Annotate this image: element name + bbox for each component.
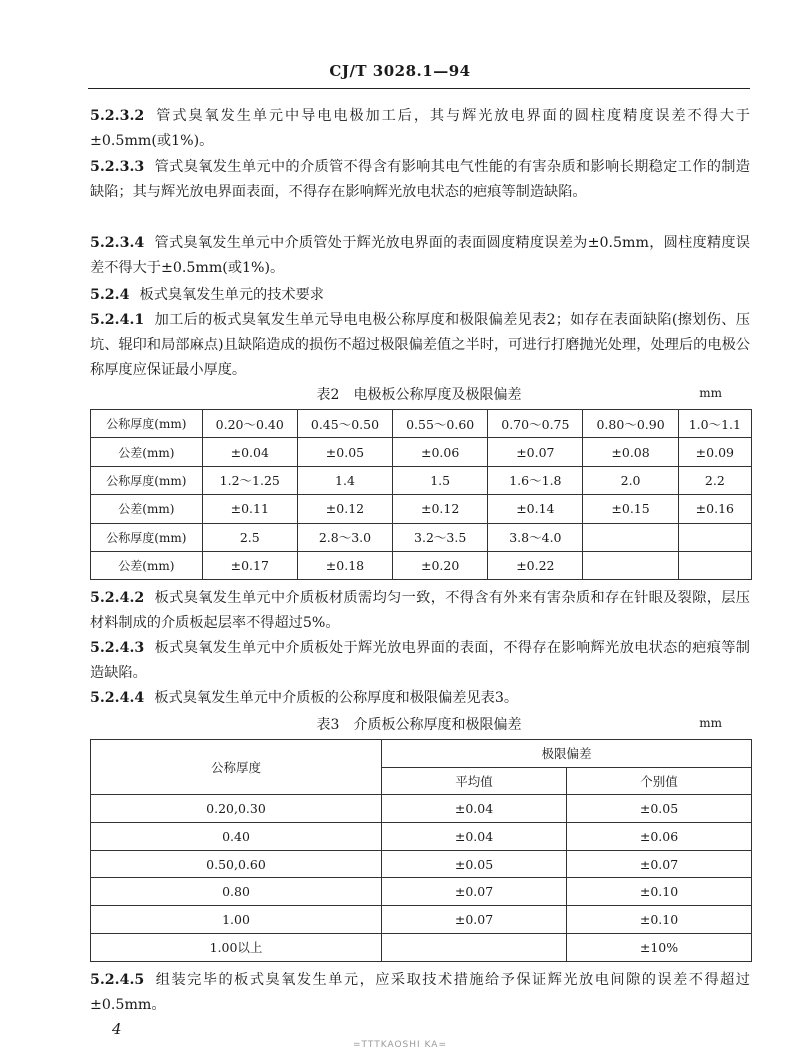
clause-text: 板式臭氧发生单元中介质板处于辉光放电界面的表面，不得存在影响辉光放电状态的疤痕等制造缺陷。: [90, 640, 750, 681]
clause-number: 5.2.4.4: [90, 690, 145, 706]
table-cell: [382, 933, 567, 961]
table-cell: ±0.05: [382, 850, 567, 878]
table-row: [91, 933, 752, 961]
table-cell: 2.2: [678, 466, 751, 494]
table-cell: ±0.11: [202, 495, 297, 523]
clause-number: 5.2.4.5: [90, 972, 145, 988]
clause-5-2-4-1: [90, 308, 750, 383]
table-cell: ±0.06: [393, 438, 488, 466]
clause-text: 管式臭氧发生单元中的介质管不得含有影响其电气性能的有害杂质和影响长期稳定工作的制造缺陷；其与辉光放电界面表面，不得存在影响辉光放电状态的疤痕等制造缺陷。: [90, 159, 750, 200]
table-cell: ±0.04: [202, 438, 297, 466]
clause-number: 5.2.4: [90, 287, 130, 303]
row-label: 公称厚度(mm): [91, 410, 203, 438]
table-cell: 0.50,0.60: [91, 850, 382, 878]
table-row: [91, 795, 752, 823]
clause-5-2-4-3: [90, 636, 750, 686]
table-row: [91, 850, 752, 878]
clause-5-2-3-4: [90, 231, 750, 281]
table-cell: [678, 523, 751, 551]
row-label: 公称厚度(mm): [91, 523, 203, 551]
table-cell: ±0.05: [567, 795, 752, 823]
column-header-deviation: 极限偏差: [382, 740, 752, 768]
table-cell: [583, 551, 678, 579]
clause-text: 加工后的板式臭氧发生单元导电电极公称厚度和极限偏差见表2；如存在表面缺陷(擦划伤、压坑、辊印和局部麻点)且缺陷造成的损伤不超过极限偏差值之半时，可进行打磨抛光处理，处理后的电极公称厚度应保证最小厚度。: [90, 312, 750, 378]
clause-text: 板式臭氧发生单元中介质板的公称厚度和极限偏差见表3。: [154, 690, 519, 706]
clause-5-2-4-5: [90, 968, 750, 1018]
table-cell: 0.80: [91, 878, 382, 906]
table-cell: ±0.10: [567, 906, 752, 934]
table3-title: 表3 介质板公称厚度和极限偏差: [316, 717, 522, 733]
clause-number: 5.2.3.3: [90, 159, 145, 175]
table-cell: 1.6～1.8: [488, 466, 583, 494]
table-cell: ±0.04: [382, 823, 567, 851]
column-header-average: 平均值: [382, 767, 567, 795]
table-row: [91, 466, 752, 494]
table-cell: 1.0～1.1: [678, 410, 751, 438]
table-cell: 0.45～0.50: [297, 410, 392, 438]
clause-text: 板式臭氧发生单元的技术要求: [139, 287, 324, 303]
table-cell: 0.55～0.60: [393, 410, 488, 438]
table-cell: 0.70～0.75: [488, 410, 583, 438]
table2-unit: mm: [699, 386, 722, 400]
table-cell: 3.2～3.5: [393, 523, 488, 551]
table-cell: ±0.15: [583, 495, 678, 523]
table-cell: ±0.07: [567, 850, 752, 878]
table-cell: ±0.04: [382, 795, 567, 823]
table-cell: 2.5: [202, 523, 297, 551]
table-cell: ±0.14: [488, 495, 583, 523]
clause-number: 5.2.3.4: [90, 235, 145, 251]
table-row: [91, 495, 752, 523]
column-header-thickness: 公称厚度: [91, 740, 382, 795]
clause-number: 5.2.3.2: [90, 108, 145, 124]
table-cell: ±0.16: [678, 495, 751, 523]
clause-number: 5.2.4.1: [90, 312, 145, 328]
row-label: 公差(mm): [91, 495, 203, 523]
table-row: [91, 906, 752, 934]
table-cell: ±10%: [567, 933, 752, 961]
table-cell: ±0.20: [393, 551, 488, 579]
table-row: [91, 878, 752, 906]
table-header-row: [91, 740, 752, 768]
table3-unit: mm: [699, 716, 722, 730]
table-cell: 1.2～1.25: [202, 466, 297, 494]
table-cell: 0.80～0.90: [583, 410, 678, 438]
table-row: [91, 823, 752, 851]
table-cell: ±0.06: [567, 823, 752, 851]
page-number: 4: [112, 1020, 122, 1038]
table-row: [91, 410, 752, 438]
table-cell: 3.8～4.0: [488, 523, 583, 551]
electrode-thickness-table: [90, 409, 752, 580]
table2-title: 表2 电极板公称厚度及极限偏差: [316, 387, 522, 403]
table-cell: 2.8～3.0: [297, 523, 392, 551]
table-cell: ±0.08: [583, 438, 678, 466]
clause-number: 5.2.4.3: [90, 640, 145, 656]
table-cell: 0.20～0.40: [202, 410, 297, 438]
table2-caption: [88, 382, 750, 406]
header-rule: [88, 88, 750, 89]
watermark: =TTTKAOSHI KA=: [353, 1040, 447, 1050]
table-cell: [678, 551, 751, 579]
table-cell: ±0.17: [202, 551, 297, 579]
document-code-header: CJ/T 3028.1—94: [329, 62, 471, 80]
clause-text: 管式臭氧发生单元中导电电极加工后，其与辉光放电界面的圆柱度精度误差不得大于±0.5mm(或1%)。: [90, 108, 750, 149]
table-cell: 1.00: [91, 906, 382, 934]
table-cell: ±0.12: [297, 495, 392, 523]
column-header-individual: 个别值: [567, 767, 752, 795]
clause-number: 5.2.4.2: [90, 590, 145, 606]
row-label: 公差(mm): [91, 551, 203, 579]
clause-text: 板式臭氧发生单元中介质板材质需均匀一致，不得含有外来有害杂质和存在针眼及裂隙，层压材料制成的介质板起层率不得超过5%。: [90, 590, 750, 631]
clause-5-2-3-3: [90, 155, 750, 205]
table-cell: 0.20,0.30: [91, 795, 382, 823]
table-cell: ±0.12: [393, 495, 488, 523]
clause-5-2-4: [90, 283, 750, 308]
table-cell: 1.00以上: [91, 933, 382, 961]
clause-text: 管式臭氧发生单元中介质管处于辉光放电界面的表面圆度精度误差为±0.5mm，圆柱度精度误差不得大于±0.5mm(或1%)。: [90, 235, 750, 276]
dielectric-thickness-table: [90, 739, 752, 962]
table-row: [91, 551, 752, 579]
table-cell: ±0.10: [567, 878, 752, 906]
clause-5-2-4-4: [90, 686, 750, 711]
row-label: 公称厚度(mm): [91, 466, 203, 494]
table-cell: ±0.09: [678, 438, 751, 466]
table-cell: ±0.18: [297, 551, 392, 579]
table-cell: ±0.07: [382, 878, 567, 906]
table-cell: 2.0: [583, 466, 678, 494]
clause-text: 组装完毕的板式臭氧发生单元，应采取技术措施给予保证辉光放电间隙的误差不得超过±0.5mm。: [90, 972, 750, 1013]
table-row: [91, 438, 752, 466]
clause-5-2-3-2: [90, 104, 750, 154]
table-cell: 0.40: [91, 823, 382, 851]
table3-caption: [88, 712, 750, 736]
table-cell: ±0.22: [488, 551, 583, 579]
table-cell: 1.4: [297, 466, 392, 494]
row-label: 公差(mm): [91, 438, 203, 466]
table-cell: 1.5: [393, 466, 488, 494]
table-cell: [583, 523, 678, 551]
table-cell: ±0.07: [382, 906, 567, 934]
table-cell: ±0.07: [488, 438, 583, 466]
table-row: [91, 523, 752, 551]
table-cell: ±0.05: [297, 438, 392, 466]
clause-5-2-4-2: [90, 586, 750, 636]
